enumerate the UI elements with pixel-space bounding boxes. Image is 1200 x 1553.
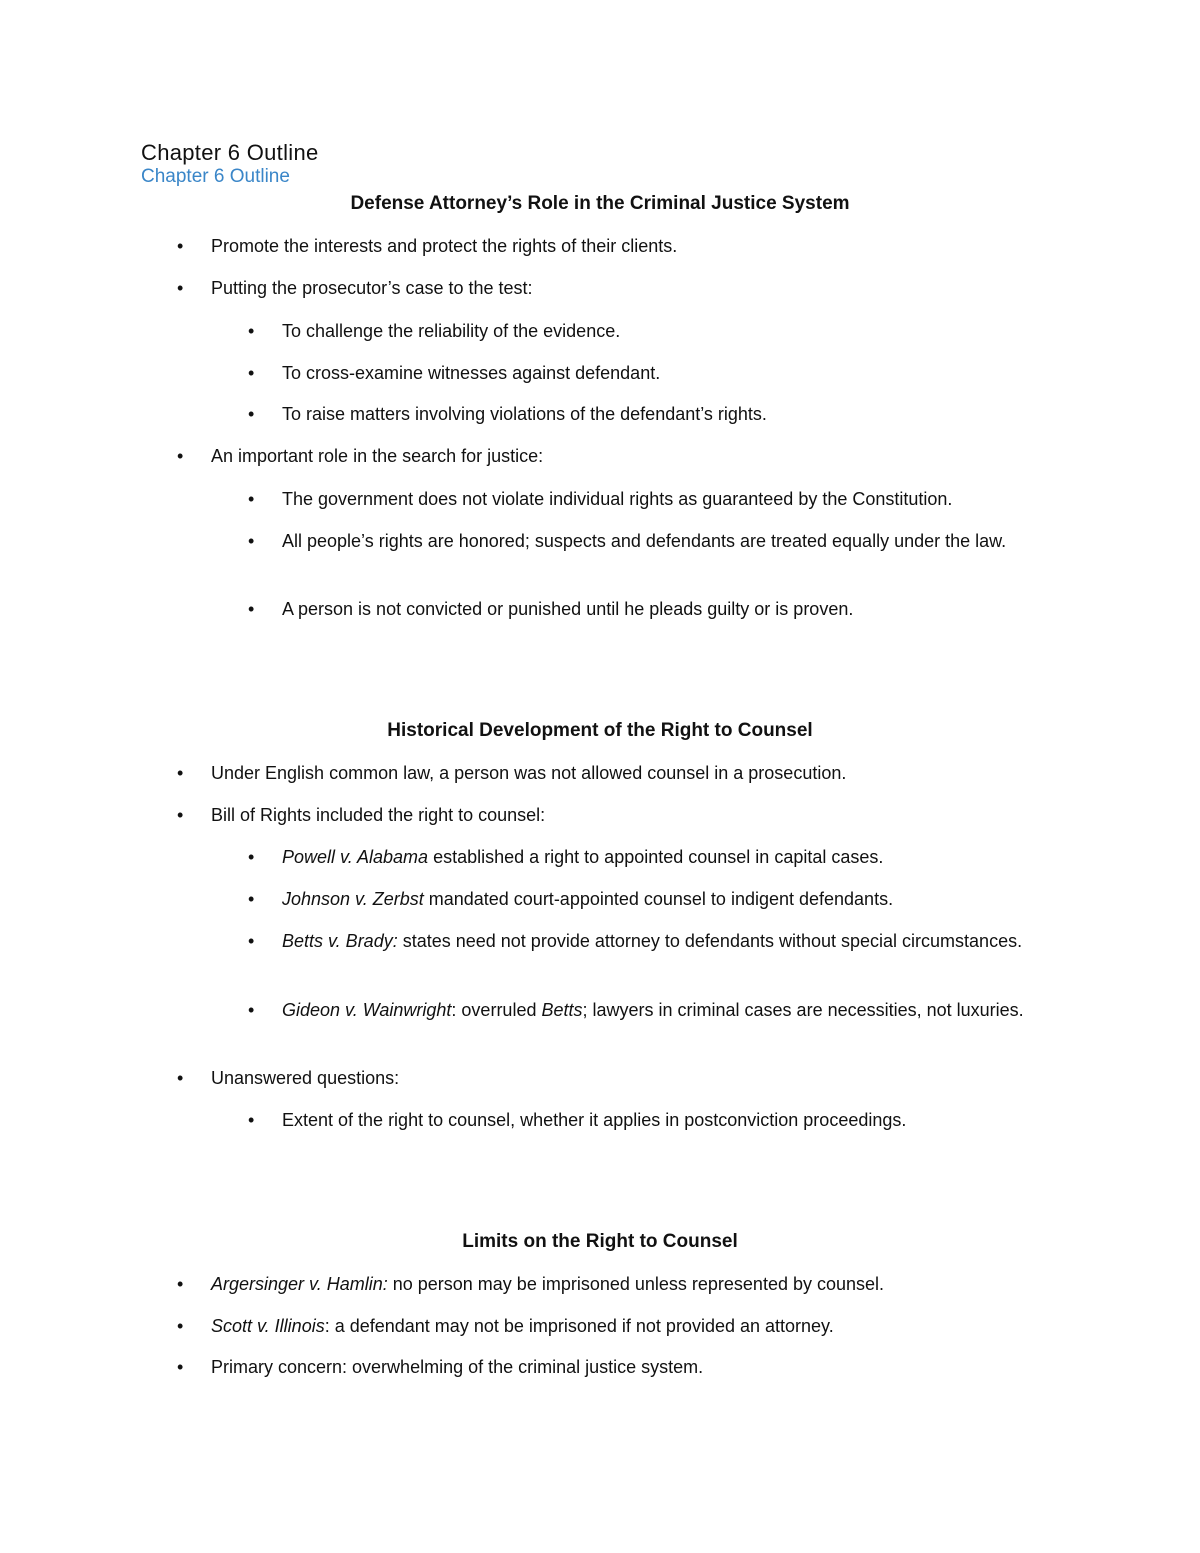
list-item-text: Putting the prosecutor’s case to the test: [211, 278, 533, 298]
section-heading-defense-role: Defense Attorney’s Role in the Criminal Justice System [350, 193, 850, 214]
sub-list-item [248, 928, 1072, 954]
list-item-text: To raise matters involving violations of the defendant’s rights. [282, 404, 767, 424]
bullet-icon: • [248, 847, 255, 867]
bullet-icon: • [177, 1068, 184, 1088]
case-name: Powell v. Alabama [282, 847, 429, 867]
case-name: Argersinger v. Hamlin: [211, 1274, 388, 1294]
list-item-text: All people’s rights are honored; suspects and defendants are treated equally under the law. [282, 531, 1007, 551]
sub-list-item [248, 528, 1072, 554]
list-item-text: ; lawyers in criminal cases are necessities, not luxuries. [582, 1000, 1024, 1020]
sub-list-item [248, 1107, 1072, 1133]
case-name: Betts [541, 1000, 583, 1020]
bullet-icon: • [177, 1274, 184, 1294]
list-item-text: An important role in the search for justice: [211, 446, 544, 466]
section-heading-limits: Limits on the Right to Counsel [462, 1231, 738, 1252]
list-item [177, 1271, 1071, 1297]
bullet-icon: • [248, 404, 255, 424]
list-item [177, 760, 1071, 786]
sub-list-item [248, 360, 1072, 386]
list-item-text: A person is not convicted or punished until he pleads guilty or is proven. [282, 599, 854, 619]
list-item-text: To cross-examine witnesses against defendant. [282, 363, 661, 383]
list-item [177, 275, 1071, 301]
document-subtitle: Chapter 6 Outline [141, 166, 290, 187]
case-name: Betts v. Brady: [282, 931, 398, 951]
list-item-text: Under English common law, a person was not allowed counsel in a prosecution. [211, 763, 847, 783]
sub-list-item [248, 596, 1072, 622]
bullet-icon: • [177, 805, 184, 825]
section-heading-historical-development: Historical Development of the Right to Counsel [387, 720, 813, 741]
document-title: Chapter 6 Outline [141, 140, 319, 165]
bullet-icon: • [248, 531, 255, 551]
bullet-icon: • [248, 931, 255, 951]
bullet-icon: • [177, 446, 184, 466]
case-name: Johnson v. Zerbst [282, 889, 424, 909]
bullet-icon: • [248, 489, 255, 509]
list-item-text: : overruled [451, 1000, 542, 1020]
list-item-text: mandated court-appointed counsel to indigent defendants. [423, 889, 894, 909]
list-item [177, 1313, 1071, 1339]
bullet-icon: • [248, 363, 255, 383]
list-item-text: no person may be imprisoned unless represented by counsel. [387, 1274, 885, 1294]
bullet-icon: • [248, 1110, 255, 1130]
sub-list-item [248, 886, 1072, 912]
list-item-text: Primary concern: overwhelming of the criminal justice system. [211, 1357, 704, 1377]
bullet-icon: • [248, 889, 255, 909]
list-item [177, 443, 1071, 469]
list-item-text: : a defendant may not be imprisoned if not provided an attorney. [324, 1316, 834, 1336]
list-item [177, 1065, 1071, 1091]
bullet-icon: • [177, 1357, 184, 1377]
list-item [177, 233, 1071, 259]
sub-list-item [248, 318, 1072, 344]
list-item-text: The government does not violate individual rights as guaranteed by the Constitution. [282, 489, 953, 509]
case-name: Scott v. Illinois [211, 1316, 325, 1336]
list-item-text: states need not provide attorney to defendants without special circumstances. [397, 931, 1023, 951]
bullet-icon: • [177, 1316, 184, 1336]
list-item-text: Promote the interests and protect the rights of their clients. [211, 236, 678, 256]
bullet-icon: • [248, 321, 255, 341]
bullet-icon: • [248, 599, 255, 619]
bullet-icon: • [177, 278, 184, 298]
list-item-text: To challenge the reliability of the evidence. [282, 321, 621, 341]
list-item-text: Bill of Rights included the right to counsel: [211, 805, 546, 825]
sub-list-item [248, 844, 1072, 870]
sub-list-item [248, 401, 1072, 427]
list-item-text: established a right to appointed counsel in capital cases. [428, 847, 884, 867]
list-item-text: Unanswered questions: [211, 1068, 400, 1088]
case-name: Gideon v. Wainwright [282, 1000, 452, 1020]
list-item [177, 802, 1071, 828]
bullet-icon: • [177, 763, 184, 783]
bullet-icon: • [248, 1000, 255, 1020]
list-item-text: Extent of the right to counsel, whether it applies in postconviction proceedings. [282, 1110, 907, 1130]
sub-list-item [248, 486, 1072, 512]
bullet-icon: • [177, 236, 184, 256]
sub-list-item [248, 997, 1072, 1023]
list-item [177, 1354, 1071, 1380]
